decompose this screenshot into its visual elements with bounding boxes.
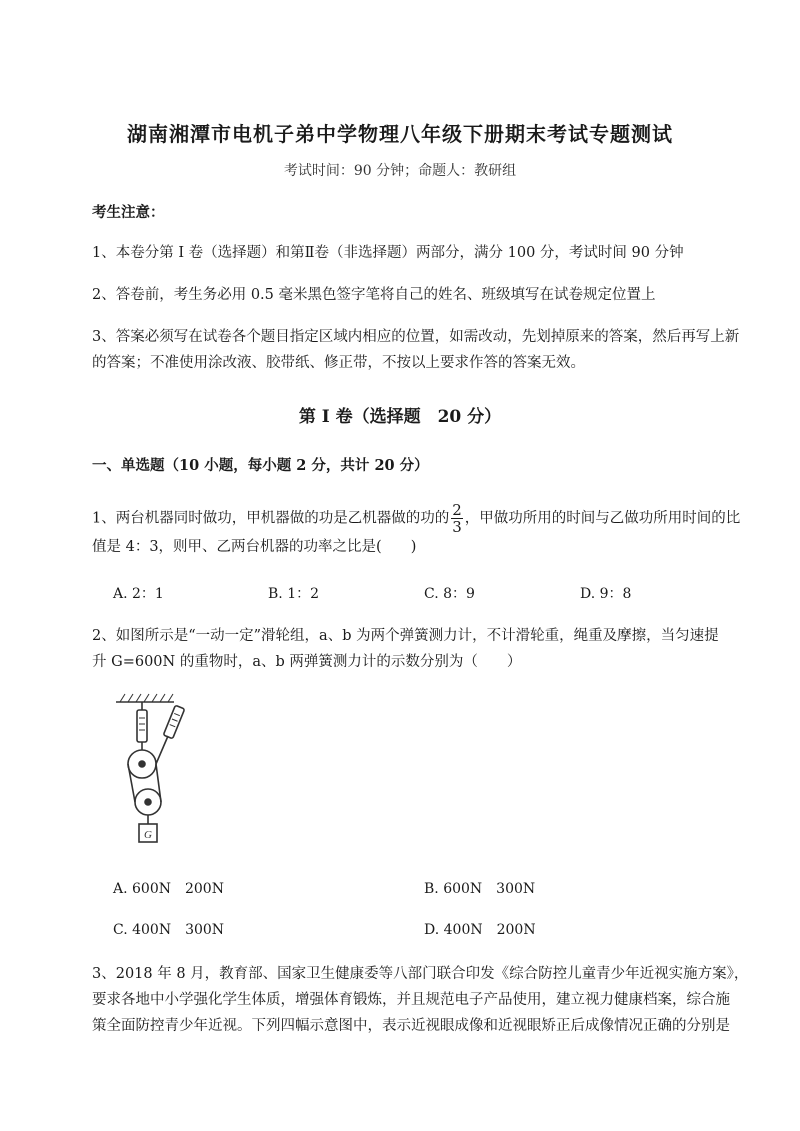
question-3-line-2: 要求各地中小学强化学生体质，增强体育锻炼，并且规范电子产品使用，建立视力健康档案，综合施	[92, 992, 730, 1008]
question-3-line-1: 3、2018 年 8 月，教育部、国家卫生健康委等八部门联合印发《综合防控儿童青少年近视实施方案》，	[92, 966, 749, 982]
question-1-text-b: ，甲做功所用的时间与乙做功所用时间的比	[464, 510, 741, 527]
question-2-line-1: 2、如图所示是“一动一定”滑轮组，a、b 为两个弹簧测力计，不计滑轮重，绳重及摩擦，当匀速提	[92, 628, 719, 644]
notice-item-1: 1、本卷分第 I 卷（选择题）和第Ⅱ卷（非选择题）两部分，满分 100 分，考试时间 90 分钟	[92, 245, 684, 261]
q1-option-a[interactable]: A. 2：1	[113, 586, 164, 602]
notice-heading: 考生注意：	[92, 204, 165, 221]
q2-option-c[interactable]: C. 400N 300N	[113, 922, 225, 938]
question-1-text-a: 1、两台机器同时做功，甲机器做的功是乙机器做的功的	[92, 510, 450, 527]
weight-label: G	[144, 829, 152, 841]
q1-option-d[interactable]: D. 9：8	[580, 586, 632, 602]
pulley-system-figure	[112, 688, 202, 848]
fraction-numerator: 2	[452, 501, 462, 519]
q1-option-b[interactable]: B. 1：2	[268, 586, 320, 602]
rope-middle	[156, 764, 161, 802]
fraction-denominator: 3	[452, 518, 462, 536]
fraction	[451, 502, 463, 535]
spring-scale-a	[137, 710, 147, 742]
notice-item-2: 2、答卷前，考生务必用 0.5 毫米黑色签字笔将自己的姓名、班级填写在试卷规定位置上	[92, 287, 656, 303]
part-heading: 一、单选题（10 小题，每小题 2 分，共计 20 分）	[92, 457, 429, 474]
notice-item-3: 3、答案必须写在试卷各个题目指定区域内相应的位置，如需改动，先划掉原来的答案，然后再写上新	[92, 329, 740, 345]
question-1-line-2: 值是 4：3，则甲、乙两台机器的功率之比是( )	[92, 539, 417, 555]
q1-option-c[interactable]: C. 8：9	[424, 586, 475, 602]
exam-info: 考试时间：90 分钟；命题人：教研组	[283, 163, 517, 179]
rope-left	[128, 764, 135, 802]
q2-option-b[interactable]: B. 600N 300N	[424, 881, 536, 897]
spring-scale-b	[163, 705, 184, 738]
question-3-line-3: 策全面防控青少年近视。下列四幅示意图中，表示近视眼成像和近视眼矫正后成像情况正确的分别是	[92, 1018, 730, 1034]
notice-item-3-cont: 的答案；不准使用涂改液、胶带纸、修正带，不按以上要求作答的答案无效。	[92, 355, 585, 371]
page-title: 湖南湘潭市电机子弟中学物理八年级下册期末考试专题测试	[127, 122, 673, 146]
q2-option-d[interactable]: D. 400N 200N	[424, 922, 536, 938]
ceiling-hatching	[120, 694, 173, 702]
q2-option-a[interactable]: A. 600N 200N	[113, 881, 224, 897]
section-title: 第 I 卷（选择题 20 分）	[298, 407, 502, 427]
question-1-line-1	[92, 502, 740, 535]
rope-right	[156, 736, 168, 764]
question-2-line-2: 升 G=600N 的重物时，a、b 两弹簧测力计的示数分别为（ ）	[92, 654, 522, 670]
